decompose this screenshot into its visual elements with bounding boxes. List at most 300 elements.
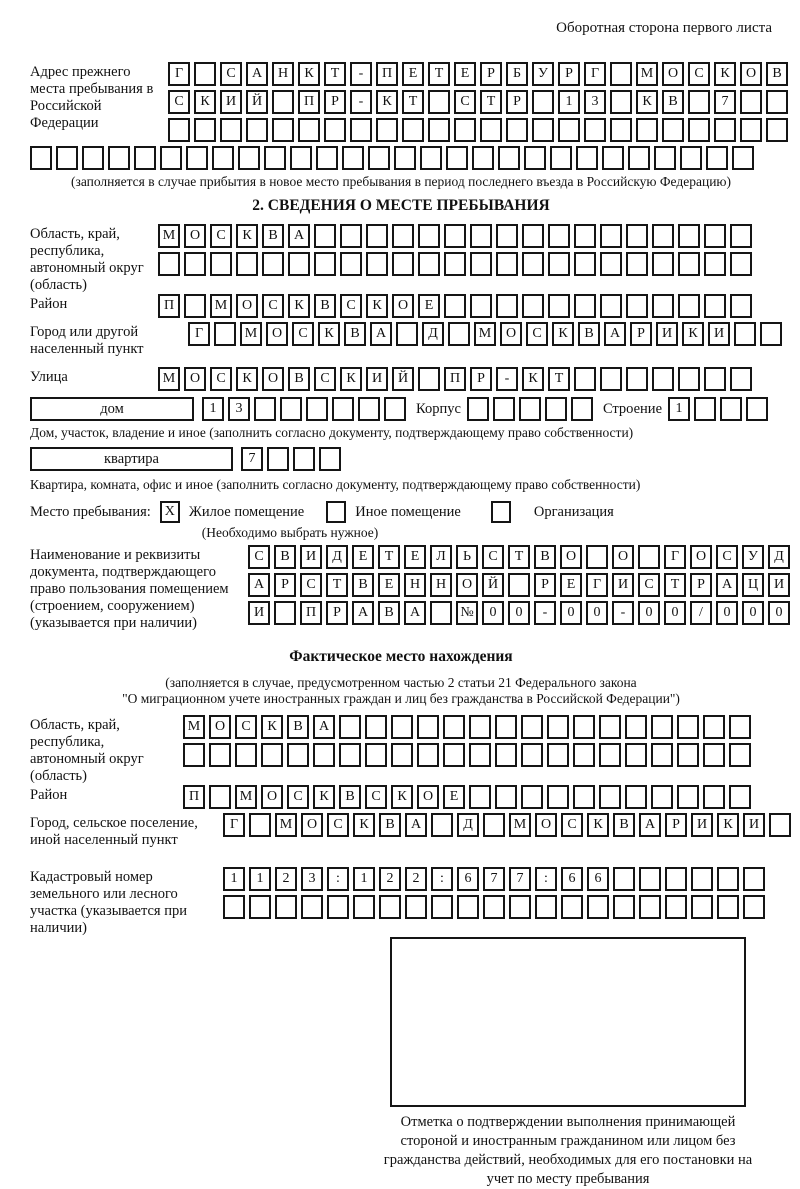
character-cell: Н: [272, 62, 294, 86]
character-cell: Р: [470, 367, 492, 391]
character-cell: П: [376, 62, 398, 86]
character-cell: Т: [324, 62, 346, 86]
character-cell: О: [262, 367, 284, 391]
character-cell: К: [636, 90, 658, 114]
character-cell: [496, 224, 518, 248]
character-cell: 0: [768, 601, 790, 625]
character-cell: /: [690, 601, 712, 625]
character-cell: [209, 785, 231, 809]
character-cell: [402, 118, 424, 142]
character-cell: А: [604, 322, 626, 346]
character-cell: В: [534, 545, 556, 569]
prev-address-overflow-row: [30, 146, 772, 170]
character-cell: В: [766, 62, 788, 86]
character-cell: С: [526, 322, 548, 346]
character-cell: 0: [638, 601, 660, 625]
mesto-label: Место пребывания:: [30, 503, 151, 520]
character-cell: [651, 785, 673, 809]
character-cell: К: [717, 813, 739, 837]
character-cell: [431, 813, 453, 837]
kvartira-box: квартира: [30, 447, 233, 471]
character-cell: [548, 224, 570, 248]
character-cell: [730, 294, 752, 318]
character-cell: Р: [630, 322, 652, 346]
character-cell: [264, 146, 286, 170]
character-cell: [677, 743, 699, 767]
character-cell: [688, 90, 710, 114]
cell-row: [188, 322, 786, 346]
character-cell: [574, 224, 596, 248]
character-cell: [384, 397, 406, 421]
character-cell: [600, 252, 622, 276]
character-cell: [550, 146, 572, 170]
character-cell: О: [392, 294, 414, 318]
character-cell: [720, 397, 742, 421]
character-cell: [730, 367, 752, 391]
character-cell: [212, 146, 234, 170]
character-cell: [238, 146, 260, 170]
character-cell: [506, 118, 528, 142]
character-cell: [732, 146, 754, 170]
character-cell: [729, 785, 751, 809]
kvartira-note: Квартира, комната, офис и иное (заполнить согласно документу, подтверждающему право собственности): [30, 477, 641, 492]
character-cell: [365, 715, 387, 739]
character-cell: В: [288, 367, 310, 391]
character-cell: О: [184, 367, 206, 391]
character-cell: [417, 715, 439, 739]
character-cell: 0: [482, 601, 504, 625]
character-cell: К: [261, 715, 283, 739]
character-cell: [290, 146, 312, 170]
character-cell: [431, 895, 453, 919]
character-cell: [353, 895, 375, 919]
character-cell: [706, 146, 728, 170]
character-cell: Е: [443, 785, 465, 809]
character-cell: [376, 118, 398, 142]
character-cell: [691, 867, 713, 891]
character-cell: [158, 252, 180, 276]
character-cell: Г: [188, 322, 210, 346]
character-cell: Т: [378, 545, 400, 569]
character-cell: Т: [326, 573, 348, 597]
character-cell: Д: [422, 322, 444, 346]
cell-row: [241, 447, 345, 471]
character-cell: Ь: [456, 545, 478, 569]
character-cell: К: [318, 322, 340, 346]
character-cell: Р: [534, 573, 556, 597]
character-cell: [740, 90, 762, 114]
character-cell: [470, 224, 492, 248]
character-cell: И: [708, 322, 730, 346]
character-cell: [298, 118, 320, 142]
option-label-zhiloe: Жилое помещение: [188, 503, 305, 520]
character-cell: Г: [168, 62, 190, 86]
character-cell: С: [210, 367, 232, 391]
cell-row: [168, 90, 792, 114]
character-cell: К: [714, 62, 736, 86]
character-cell: В: [662, 90, 684, 114]
character-cell: [324, 118, 346, 142]
oblast-field: [30, 224, 772, 294]
character-cell: П: [298, 90, 320, 114]
option-label-inoe: Иное помещение: [355, 503, 461, 520]
character-cell: -: [534, 601, 556, 625]
character-cell: В: [378, 601, 400, 625]
character-cell: И: [768, 573, 790, 597]
character-cell: :: [535, 867, 557, 891]
character-cell: [548, 294, 570, 318]
fact-title: Фактическое место нахождения: [289, 648, 513, 665]
character-cell: [160, 146, 182, 170]
character-cell: [496, 252, 518, 276]
character-cell: [769, 813, 791, 837]
character-cell: И: [366, 367, 388, 391]
character-cell: Е: [352, 545, 374, 569]
character-cell: А: [248, 573, 270, 597]
character-cell: [599, 743, 621, 767]
character-cell: С: [365, 785, 387, 809]
character-cell: В: [262, 224, 284, 248]
character-cell: [428, 90, 450, 114]
character-cell: [600, 367, 622, 391]
fact-note-line2: "О миграционном учете иностранных граждан и лиц без гражданства в Российской Федерации"): [122, 691, 680, 706]
oblast-label: Область, край, республика, автономный округ (область): [30, 226, 144, 293]
character-cell: [249, 895, 271, 919]
character-cell: О: [417, 785, 439, 809]
fact-raion-label: Район: [30, 787, 68, 803]
character-cell: [678, 252, 700, 276]
character-cell: [651, 715, 673, 739]
character-cell: М: [509, 813, 531, 837]
character-cell: [636, 118, 658, 142]
character-cell: [561, 895, 583, 919]
prev-address-field: [30, 62, 782, 146]
cell-row: [248, 573, 794, 597]
character-cell: К: [587, 813, 609, 837]
character-cell: [760, 322, 782, 346]
character-cell: А: [404, 601, 426, 625]
character-cell: 2: [405, 867, 427, 891]
character-cell: Й: [392, 367, 414, 391]
character-cell: С: [688, 62, 710, 86]
character-cell: В: [613, 813, 635, 837]
character-cell: 3: [301, 867, 323, 891]
character-cell: М: [210, 294, 232, 318]
character-cell: [480, 118, 502, 142]
character-cell: Р: [690, 573, 712, 597]
cell-row: [183, 743, 755, 767]
character-cell: [405, 895, 427, 919]
cell-row: [158, 224, 756, 248]
character-cell: [508, 573, 530, 597]
fact-gorod-field: [30, 813, 772, 849]
character-cell: [428, 118, 450, 142]
section2-title: 2. СВЕДЕНИЯ О МЕСТЕ ПРЕБЫВАНИЯ: [252, 197, 550, 214]
character-cell: Д: [457, 813, 479, 837]
character-cell: [365, 743, 387, 767]
checkbox-inoe: [326, 501, 346, 523]
character-cell: [613, 867, 635, 891]
character-cell: [743, 895, 765, 919]
character-cell: 6: [561, 867, 583, 891]
character-cell: [665, 867, 687, 891]
character-cell: [766, 90, 788, 114]
doc-label: Наименование и реквизиты документа, подтверждающего право пользования помещением (строением, сооружением) (указывается при наличии): [30, 547, 229, 631]
character-cell: [340, 224, 362, 248]
cell-row: [223, 895, 769, 919]
character-cell: [262, 252, 284, 276]
character-cell: Й: [482, 573, 504, 597]
fact-oblast-label: Область, край, республика, автономный округ (область): [30, 717, 144, 784]
character-cell: Н: [430, 573, 452, 597]
character-cell: О: [612, 545, 634, 569]
character-cell: [314, 252, 336, 276]
character-cell: У: [742, 545, 764, 569]
character-cell: [108, 146, 130, 170]
prev-address-cells: [168, 62, 792, 146]
character-cell: [184, 294, 206, 318]
character-cell: [379, 895, 401, 919]
character-cell: [680, 146, 702, 170]
character-cell: 0: [664, 601, 686, 625]
character-cell: [444, 224, 466, 248]
character-cell: [688, 118, 710, 142]
option-label-organizaciya: Организация: [533, 503, 614, 520]
cell-row: [158, 252, 756, 276]
character-cell: О: [301, 813, 323, 837]
character-cell: [547, 743, 569, 767]
character-cell: [586, 545, 608, 569]
character-cell: Е: [418, 294, 440, 318]
character-cell: Т: [664, 573, 686, 597]
character-cell: Р: [558, 62, 580, 86]
character-cell: [483, 813, 505, 837]
character-cell: [313, 743, 335, 767]
character-cell: [613, 895, 635, 919]
character-cell: С: [327, 813, 349, 837]
character-cell: [339, 743, 361, 767]
character-cell: [610, 118, 632, 142]
character-cell: И: [691, 813, 713, 837]
character-cell: [358, 397, 380, 421]
character-cell: С: [561, 813, 583, 837]
character-cell: [267, 447, 289, 471]
character-cell: С: [220, 62, 242, 86]
character-cell: М: [474, 322, 496, 346]
doc-field: [30, 545, 785, 647]
ulitsa-label: Улица: [30, 369, 68, 385]
character-cell: [678, 224, 700, 248]
fact-raion-field: [30, 785, 772, 813]
character-cell: И: [612, 573, 634, 597]
character-cell: О: [560, 545, 582, 569]
character-cell: [420, 146, 442, 170]
character-cell: Г: [223, 813, 245, 837]
character-cell: [626, 367, 648, 391]
character-cell: [652, 252, 674, 276]
character-cell: :: [327, 867, 349, 891]
character-cell: Г: [586, 573, 608, 597]
stamp-box: [390, 937, 746, 1107]
character-cell: П: [300, 601, 322, 625]
cell-row: [248, 601, 794, 625]
character-cell: С: [248, 545, 270, 569]
character-cell: Т: [402, 90, 424, 114]
character-cell: [223, 895, 245, 919]
character-cell: С: [235, 715, 257, 739]
character-cell: [521, 785, 543, 809]
character-cell: [547, 715, 569, 739]
character-cell: -: [496, 367, 518, 391]
character-cell: [704, 294, 726, 318]
character-cell: [194, 118, 216, 142]
character-cell: [470, 252, 492, 276]
character-cell: [600, 224, 622, 248]
character-cell: [524, 146, 546, 170]
character-cell: М: [636, 62, 658, 86]
character-cell: [532, 118, 554, 142]
checkbox-organizaciya: [491, 501, 511, 523]
cell-row: [467, 397, 597, 421]
character-cell: С: [482, 545, 504, 569]
character-cell: [678, 367, 700, 391]
character-cell: 6: [457, 867, 479, 891]
character-cell: К: [366, 294, 388, 318]
character-cell: М: [158, 367, 180, 391]
character-cell: [717, 867, 739, 891]
character-cell: Г: [664, 545, 686, 569]
character-cell: [350, 118, 372, 142]
character-cell: У: [532, 62, 554, 86]
character-cell: [418, 252, 440, 276]
character-cell: 1: [202, 397, 224, 421]
character-cell: [652, 224, 674, 248]
character-cell: 0: [508, 601, 530, 625]
character-cell: Р: [274, 573, 296, 597]
character-cell: В: [379, 813, 401, 837]
dom-row: [30, 397, 772, 421]
character-cell: П: [183, 785, 205, 809]
character-cell: [261, 743, 283, 767]
fact-oblast-field: [30, 715, 772, 785]
character-cell: [495, 785, 517, 809]
character-cell: [610, 62, 632, 86]
character-cell: В: [314, 294, 336, 318]
character-cell: [448, 322, 470, 346]
character-cell: [587, 895, 609, 919]
character-cell: Н: [404, 573, 426, 597]
character-cell: [493, 397, 515, 421]
character-cell: [469, 743, 491, 767]
kadastr-field: [30, 867, 772, 937]
character-cell: -: [612, 601, 634, 625]
character-cell: С: [168, 90, 190, 114]
character-cell: [573, 785, 595, 809]
fact-gorod-label: Город, сельское поселение, иной населенный пункт: [30, 815, 198, 848]
character-cell: [287, 743, 309, 767]
character-cell: О: [535, 813, 557, 837]
character-cell: [498, 146, 520, 170]
stroenie-label: Строение: [602, 401, 662, 417]
character-cell: И: [743, 813, 765, 837]
character-cell: 2: [275, 867, 297, 891]
character-cell: М: [235, 785, 257, 809]
character-cell: [316, 146, 338, 170]
gorod-field: [30, 322, 772, 358]
character-cell: Д: [768, 545, 790, 569]
character-cell: [651, 743, 673, 767]
character-cell: Т: [548, 367, 570, 391]
cell-row: [668, 397, 772, 421]
character-cell: П: [158, 294, 180, 318]
character-cell: [576, 146, 598, 170]
character-cell: [254, 397, 276, 421]
character-cell: [194, 62, 216, 86]
character-cell: [301, 895, 323, 919]
character-cell: 0: [560, 601, 582, 625]
character-cell: И: [220, 90, 242, 114]
character-cell: А: [246, 62, 268, 86]
character-cell: [558, 118, 580, 142]
character-cell: А: [370, 322, 392, 346]
character-cell: В: [352, 573, 374, 597]
character-cell: О: [662, 62, 684, 86]
character-cell: [391, 715, 413, 739]
character-cell: [274, 601, 296, 625]
stamp-caption: Отметка о подтверждении выполнения принимающей стороной и иностранным гражданином или лицом без гражданства действий, необходимых для его постановки на учет по месту пребывания: [383, 1114, 753, 1187]
character-cell: С: [287, 785, 309, 809]
character-cell: О: [261, 785, 283, 809]
character-cell: [574, 294, 596, 318]
cell-row: [223, 867, 769, 891]
character-cell: [729, 715, 751, 739]
character-cell: О: [690, 545, 712, 569]
character-cell: [332, 397, 354, 421]
checkbox-zhiloe: X: [160, 501, 180, 523]
character-cell: [82, 146, 104, 170]
character-cell: [522, 224, 544, 248]
character-cell: О: [266, 322, 288, 346]
character-cell: [610, 90, 632, 114]
character-cell: [532, 90, 554, 114]
character-cell: К: [236, 224, 258, 248]
cell-row: [202, 397, 410, 421]
character-cell: А: [405, 813, 427, 837]
character-cell: К: [682, 322, 704, 346]
character-cell: [703, 715, 725, 739]
character-cell: [314, 224, 336, 248]
character-cell: Р: [326, 601, 348, 625]
character-cell: Ц: [742, 573, 764, 597]
character-cell: Е: [454, 62, 476, 86]
character-cell: [184, 252, 206, 276]
character-cell: [210, 252, 232, 276]
character-cell: В: [274, 545, 296, 569]
character-cell: [743, 867, 765, 891]
character-cell: В: [339, 785, 361, 809]
character-cell: [652, 367, 674, 391]
character-cell: [522, 252, 544, 276]
character-cell: Р: [665, 813, 687, 837]
cell-row: [223, 813, 795, 837]
kadastr-label: Кадастровый номер земельного или лесного участка (указывается при наличии): [30, 869, 187, 936]
character-cell: [391, 743, 413, 767]
character-cell: [280, 397, 302, 421]
cell-row: [168, 118, 792, 142]
character-cell: К: [522, 367, 544, 391]
character-cell: Л: [430, 545, 452, 569]
character-cell: [704, 252, 726, 276]
